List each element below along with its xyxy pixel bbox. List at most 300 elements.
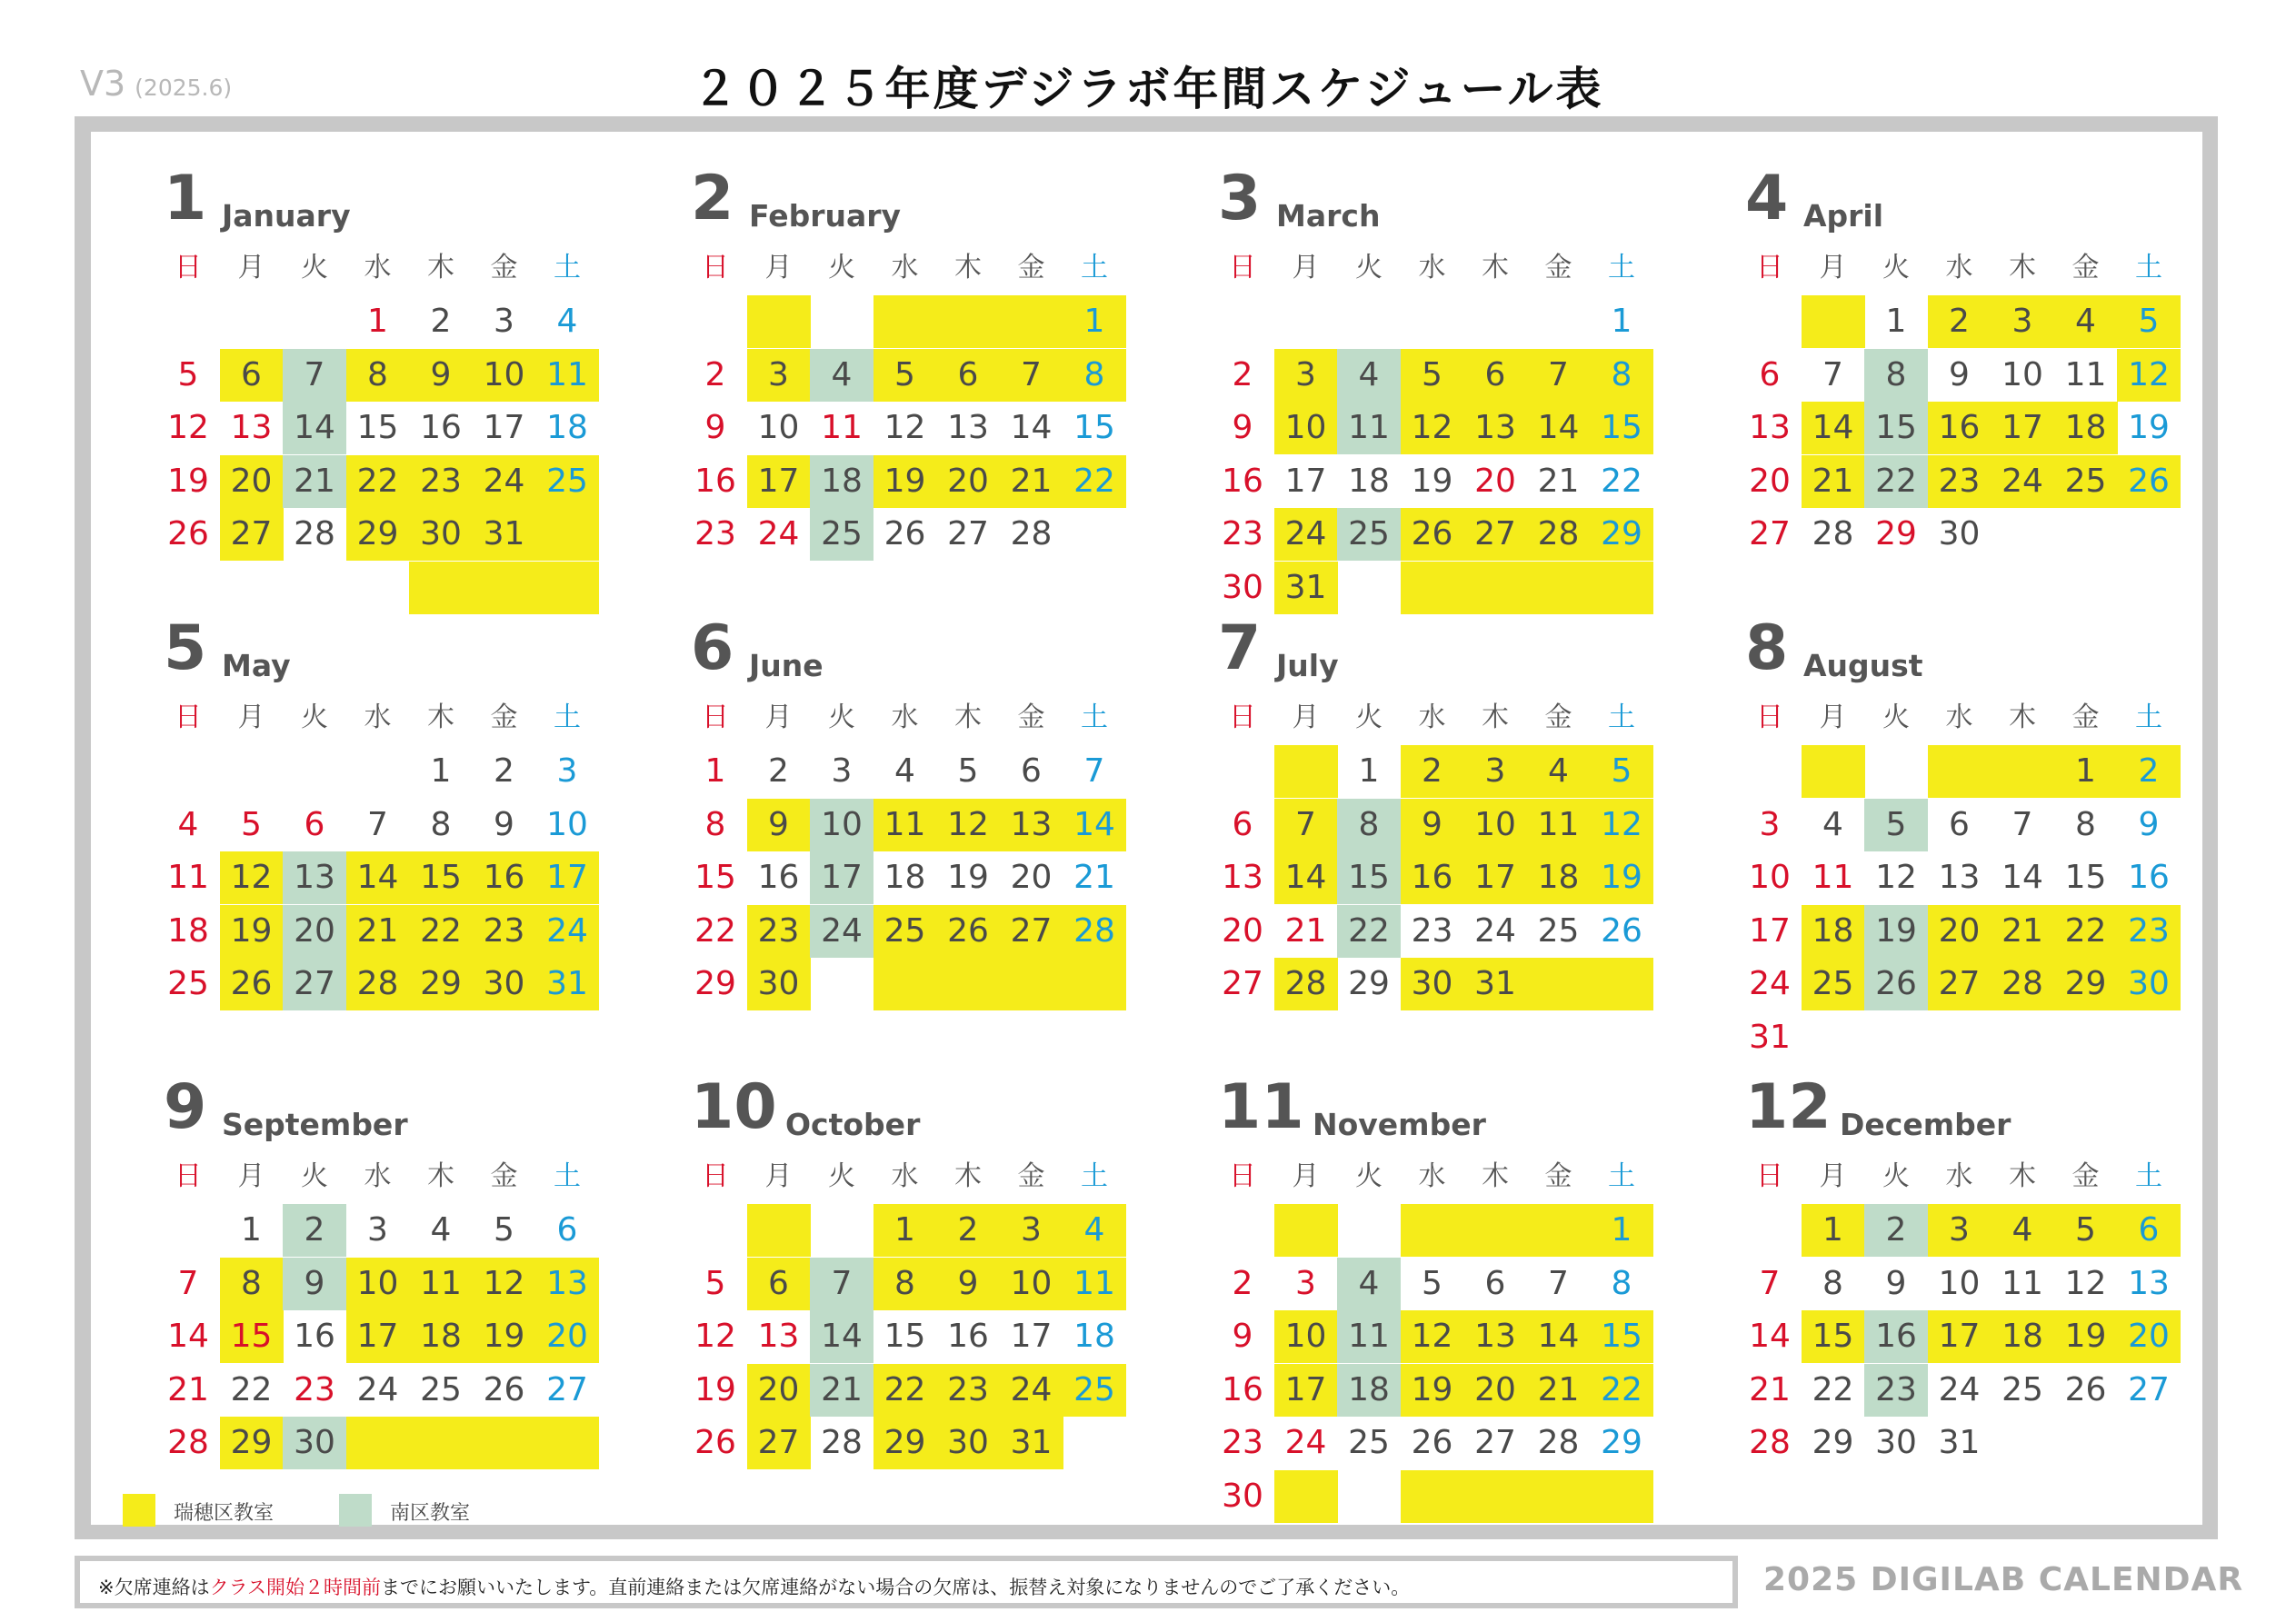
day-cell: 17: [1010, 1318, 1053, 1355]
month-number: 8: [1745, 612, 1789, 684]
day-cell: 8: [220, 1258, 284, 1310]
class-filler-cell: [1463, 1204, 1527, 1257]
day-cell: 19: [167, 462, 209, 500]
weekday-label: 火: [828, 1160, 855, 1192]
day-cell: 25: [167, 965, 209, 1002]
day-cell: 15: [220, 1310, 284, 1363]
weekday-label: 火: [828, 252, 855, 284]
day-cell: 15: [1337, 851, 1401, 904]
month-header: [1745, 163, 2254, 241]
weekday-label: 月: [1819, 1160, 1847, 1192]
weekday-label: 火: [1882, 702, 1910, 733]
day-cell: 27: [1749, 515, 1791, 552]
month-name: February: [749, 198, 902, 234]
day-cell: 5: [957, 752, 979, 790]
day-cell: 5: [873, 349, 937, 402]
weekday-label: 火: [1882, 1160, 1910, 1192]
absence-note: [75, 1556, 1738, 1608]
weekday-label: 土: [1608, 1160, 1635, 1192]
class-filler-cell: [1463, 562, 1527, 614]
day-cell: 21: [810, 1364, 873, 1417]
day-cell: 7: [1548, 1264, 1569, 1302]
day-cell: 23: [2117, 905, 2181, 958]
day-cell: 14: [1527, 1310, 1591, 1363]
day-cell: 11: [1812, 859, 1854, 896]
class-filler-cell: [535, 508, 599, 561]
weekday-label: 土: [2135, 252, 2162, 284]
weekday-label: 金: [1544, 1160, 1572, 1192]
day-cell: 5: [1864, 799, 1928, 851]
month-november: [1218, 1071, 1727, 1549]
day-cell: 13: [1749, 409, 1791, 446]
day-cell: 17: [483, 409, 525, 446]
day-cell: 30: [1875, 1424, 1917, 1461]
day-cell: 6: [556, 1211, 578, 1249]
day-cell: 23: [1928, 455, 1992, 508]
day-cell: 22: [230, 1370, 273, 1408]
day-cell: 16: [1928, 402, 1992, 454]
day-cell: 19: [1411, 462, 1453, 500]
day-cell: 12: [1401, 402, 1464, 454]
weekday-label: 日: [702, 1160, 729, 1192]
day-cell: 27: [283, 958, 346, 1010]
day-cell: 3: [1991, 295, 2054, 348]
weekday-label: 土: [1081, 1160, 1108, 1192]
day-cell: 11: [1063, 1258, 1126, 1310]
day-cell: 5: [1422, 1264, 1442, 1302]
day-cell: 24: [810, 905, 873, 958]
day-cell: 30: [1938, 515, 1981, 552]
day-cell: 22: [346, 455, 410, 508]
day-cell: 16: [947, 1318, 989, 1355]
weekday-label: 日: [1756, 252, 1783, 284]
day-cell: 10: [1938, 1264, 1981, 1302]
weekday-label: 月: [237, 702, 265, 733]
day-cell: 29: [346, 508, 410, 561]
day-cell: 20: [220, 455, 284, 508]
class-filler-cell: [1527, 562, 1591, 614]
day-cell: 21: [167, 1370, 209, 1408]
day-cell: 26: [2064, 1370, 2107, 1408]
day-cell: 9: [936, 1258, 1000, 1310]
day-cell: 2: [936, 1204, 1000, 1257]
day-cell: 19: [473, 1310, 536, 1363]
day-cell: 16: [757, 859, 800, 896]
day-cell: 28: [294, 515, 335, 552]
weekday-label: 火: [1355, 702, 1383, 733]
day-cell: 21: [1073, 859, 1115, 896]
class-filler-cell: [1000, 295, 1063, 348]
class-filler-cell: [936, 295, 1000, 348]
day-cell: 20: [747, 1364, 811, 1417]
day-cell: 2: [704, 355, 726, 393]
day-cell: 14: [1010, 409, 1053, 446]
day-cell: 14: [167, 1318, 209, 1355]
day-cell: 4: [177, 805, 199, 843]
day-cell: 27: [1000, 905, 1063, 958]
weekday-label: 金: [2071, 252, 2100, 284]
day-cell: 5: [1590, 745, 1653, 798]
weekday-label: 月: [237, 1160, 265, 1192]
day-cell: 11: [409, 1258, 473, 1310]
day-cell: 28: [1010, 515, 1053, 552]
day-cell: 4: [556, 303, 578, 340]
month-name: March: [1276, 198, 1381, 234]
month-header: [164, 1071, 673, 1149]
day-cell: 29: [2054, 958, 2118, 1010]
day-cell: 11: [1337, 402, 1401, 454]
day-cell: 22: [1812, 1370, 1854, 1408]
weekday-label: 水: [1945, 252, 1973, 284]
month-july: [1218, 612, 1727, 1090]
weekday-label: 水: [364, 1160, 392, 1192]
day-cell: 7: [2011, 805, 2033, 843]
day-cell: 22: [1864, 455, 1928, 508]
weekday-label: 木: [2009, 702, 2036, 733]
day-cell: 16: [1222, 462, 1263, 500]
day-cell: 9: [1949, 355, 1970, 393]
day-cell: 7: [810, 1258, 873, 1310]
month-header: [1745, 612, 2254, 691]
day-cell: 25: [1802, 958, 1865, 1010]
day-cell: 10: [1463, 799, 1527, 851]
day-cell: 3: [747, 349, 811, 402]
day-cell: 25: [1537, 911, 1580, 950]
day-cell: 5: [1401, 349, 1464, 402]
day-cell: 2: [1232, 355, 1253, 393]
day-cell: 10: [1274, 402, 1338, 454]
day-cell: 17: [747, 455, 811, 508]
day-cell: 21: [346, 905, 410, 958]
day-cell: 15: [356, 409, 399, 446]
day-cell: 17: [346, 1310, 410, 1363]
weekday-label: 火: [301, 1160, 328, 1192]
day-cell: 26: [1601, 911, 1642, 950]
month-name: December: [1840, 1107, 2011, 1142]
month-name: September: [222, 1107, 408, 1142]
day-cell: 6: [1949, 805, 1970, 843]
day-cell: 31: [1749, 1018, 1791, 1056]
day-cell: 22: [1063, 455, 1126, 508]
day-cell: 1: [241, 1211, 262, 1249]
weekday-label: 月: [1819, 252, 1847, 284]
day-cell: 4: [430, 1211, 452, 1249]
day-cell: 31: [1274, 562, 1338, 614]
day-cell: 26: [167, 515, 209, 552]
weekday-label: 月: [1819, 702, 1847, 733]
day-cell: 24: [356, 1370, 399, 1408]
day-cell: 21: [1537, 462, 1580, 500]
day-cell: 14: [346, 851, 410, 904]
day-cell: 26: [1401, 508, 1464, 561]
class-filler-cell: [1527, 1204, 1591, 1257]
day-cell: 21: [1284, 911, 1327, 950]
day-cell: 10: [1000, 1258, 1063, 1310]
day-cell: 7: [367, 805, 388, 843]
day-cell: 3: [1295, 1264, 1316, 1302]
day-cell: 26: [1864, 958, 1928, 1010]
weekday-label: 木: [1482, 252, 1509, 284]
day-cell: 30: [936, 1417, 1000, 1469]
weekday-label: 金: [1544, 252, 1572, 284]
weekday-label: 水: [364, 252, 392, 284]
day-cell: 6: [1463, 349, 1527, 402]
day-cell: 19: [694, 1370, 736, 1408]
day-cell: 8: [2075, 805, 2096, 843]
day-cell: 20: [1222, 911, 1263, 950]
day-cell: 22: [2054, 905, 2118, 958]
day-cell: 18: [167, 911, 209, 950]
day-cell: 8: [704, 805, 726, 843]
day-cell: 15: [883, 1318, 926, 1355]
weekday-label: 木: [2009, 252, 2036, 284]
day-cell: 21: [283, 455, 346, 508]
day-cell: 18: [546, 409, 588, 446]
day-cell: 8: [873, 1258, 937, 1310]
weekday-label: 日: [1229, 252, 1256, 284]
day-cell: 29: [1348, 965, 1390, 1002]
day-cell: 31: [1938, 1424, 1981, 1461]
weekday-label: 月: [1292, 702, 1320, 733]
day-cell: 9: [409, 349, 473, 402]
month-header: [691, 612, 1200, 691]
day-cell: 7: [1274, 799, 1338, 851]
class-filler-cell: [1463, 1470, 1527, 1523]
day-cell: 14: [1274, 851, 1338, 904]
day-cell: 11: [2002, 1264, 2043, 1302]
version-date: (2025.6): [135, 75, 233, 101]
day-cell: 11: [167, 859, 209, 896]
day-cell: 22: [1601, 462, 1642, 500]
class-filler-cell: [409, 562, 473, 614]
day-cell: 15: [1864, 402, 1928, 454]
day-cell: 1: [1611, 303, 1632, 340]
day-cell: 20: [1463, 1364, 1527, 1417]
class-filler-cell: [1590, 958, 1653, 1010]
weekday-label: 水: [1418, 252, 1446, 284]
month-february: [691, 163, 1200, 641]
day-cell: 18: [1991, 1310, 2054, 1363]
weekday-label: 火: [828, 702, 855, 733]
day-cell: 17: [1749, 911, 1791, 950]
weekday-label: 金: [1017, 252, 1045, 284]
day-cell: 13: [1463, 1310, 1527, 1363]
weekday-label: 土: [2135, 1160, 2162, 1192]
day-cell: 22: [873, 1364, 937, 1417]
day-cell: 25: [420, 1370, 462, 1408]
month-number: 6: [691, 612, 734, 684]
weekday-label: 水: [1945, 702, 1973, 733]
weekday-label: 日: [1229, 1160, 1256, 1192]
day-cell: 16: [420, 409, 462, 446]
day-cell: 12: [936, 799, 1000, 851]
month-number: 5: [164, 612, 207, 684]
day-cell: 29: [1601, 1424, 1642, 1461]
legend-swatch-minami: [339, 1494, 372, 1527]
day-cell: 30: [1222, 1477, 1263, 1515]
class-filler-cell: [1000, 958, 1063, 1010]
day-cell: 27: [747, 1417, 811, 1469]
day-cell: 1: [367, 303, 388, 340]
month-may: [164, 612, 673, 1090]
month-name: August: [1803, 648, 1923, 683]
weekday-label: 月: [764, 252, 793, 284]
day-cell: 3: [1000, 1204, 1063, 1257]
day-cell: 3: [1759, 805, 1781, 843]
day-cell: 11: [1527, 799, 1591, 851]
day-cell: 19: [220, 905, 284, 958]
day-cell: 9: [1885, 1264, 1907, 1302]
day-cell: 29: [1590, 508, 1653, 561]
day-cell: 5: [241, 805, 262, 843]
weekday-label: 土: [554, 702, 581, 733]
day-cell: 15: [1590, 1310, 1653, 1363]
day-cell: 29: [1875, 515, 1917, 552]
day-cell: 19: [1590, 851, 1653, 904]
day-cell: 17: [1284, 462, 1327, 500]
day-cell: 26: [694, 1424, 736, 1461]
day-cell: 4: [1991, 1204, 2054, 1257]
day-cell: 6: [747, 1258, 811, 1310]
day-cell: 31: [1000, 1417, 1063, 1469]
weekday-label: 金: [490, 1160, 518, 1192]
day-cell: 15: [1073, 409, 1115, 446]
day-cell: 30: [2117, 958, 2181, 1010]
day-cell: 8: [1063, 349, 1126, 402]
day-cell: 27: [947, 515, 989, 552]
day-cell: 20: [1749, 462, 1791, 500]
day-cell: 11: [821, 409, 863, 446]
month-october: [691, 1071, 1200, 1549]
month-december: [1745, 1071, 2254, 1549]
month-name: May: [222, 648, 291, 683]
day-cell: 16: [1864, 1310, 1928, 1363]
weekday-label: 月: [1292, 1160, 1320, 1192]
day-cell: 1: [704, 752, 726, 790]
day-cell: 6: [2117, 1204, 2181, 1257]
day-cell: 2: [1401, 745, 1464, 798]
weekday-label: 日: [175, 252, 202, 284]
day-cell: 4: [894, 752, 915, 790]
day-cell: 25: [2054, 455, 2118, 508]
month-header: [691, 163, 1200, 241]
weekday-label: 火: [301, 252, 328, 284]
class-filler-cell: [1274, 1204, 1338, 1257]
month-number: 10: [691, 1071, 777, 1143]
day-cell: 12: [1401, 1310, 1464, 1363]
month-header: [164, 163, 673, 241]
legend-swatch-mizuho: [123, 1494, 155, 1527]
day-cell: 23: [936, 1364, 1000, 1417]
day-cell: 24: [1274, 508, 1338, 561]
day-cell: 22: [1337, 905, 1401, 958]
day-cell: 13: [1463, 402, 1527, 454]
month-name: January: [222, 198, 351, 234]
day-cell: 12: [883, 409, 926, 446]
day-cell: 1: [1358, 752, 1380, 790]
day-cell: 28: [1812, 515, 1854, 552]
weekday-label: 月: [1292, 252, 1320, 284]
weekday-label: 日: [175, 702, 202, 733]
weekday-label: 木: [1482, 1160, 1509, 1192]
day-cell: 27: [1474, 1424, 1516, 1461]
day-cell: 17: [535, 851, 599, 904]
weekday-label: 木: [427, 252, 454, 284]
day-cell: 10: [1749, 859, 1791, 896]
weekday-label: 土: [1608, 252, 1635, 284]
day-cell: 7: [1000, 349, 1063, 402]
brand-label: 2025 DIGILAB CALENDAR: [1763, 1561, 2244, 1598]
month-name: October: [785, 1107, 921, 1142]
weekday-label: 土: [1081, 702, 1108, 733]
day-cell: 19: [1401, 1364, 1464, 1417]
day-cell: 26: [883, 515, 926, 552]
page-title: ２０２５年度デジラボ年間スケジュール表: [692, 63, 1604, 115]
day-cell: 23: [747, 905, 811, 958]
day-cell: 2: [2117, 745, 2181, 798]
day-cell: 10: [757, 409, 800, 446]
day-cell: 6: [1232, 805, 1253, 843]
month-header: [1218, 1071, 1727, 1149]
day-cell: 18: [2054, 402, 2118, 454]
note-prefix: ※欠席連絡は: [98, 1577, 210, 1598]
day-cell: 1: [1885, 303, 1907, 340]
day-cell: 29: [409, 958, 473, 1010]
class-filler-cell: [873, 958, 937, 1010]
class-filler-cell: [1590, 562, 1653, 614]
class-filler-cell: [747, 1204, 811, 1257]
month-april: [1745, 163, 2254, 641]
day-cell: 24: [1938, 1370, 1981, 1408]
month-header: [1745, 1071, 2254, 1149]
day-cell: 5: [2054, 1204, 2118, 1257]
day-cell: 16: [294, 1318, 335, 1355]
class-filler-cell: [1527, 958, 1591, 1010]
day-cell: 10: [810, 799, 873, 851]
day-cell: 5: [704, 1264, 726, 1302]
day-cell: 24: [1991, 455, 2054, 508]
day-cell: 28: [167, 1424, 209, 1461]
day-cell: 13: [535, 1258, 599, 1310]
class-filler-cell: [1274, 745, 1338, 798]
month-number: 7: [1218, 612, 1262, 684]
note-highlight: クラス開始２時間前: [209, 1577, 381, 1598]
day-cell: 14: [1527, 402, 1591, 454]
month-name: June: [749, 648, 824, 683]
day-cell: 21: [1527, 1364, 1591, 1417]
day-cell: 25: [1348, 1424, 1390, 1461]
weekday-label: 水: [1945, 1160, 1973, 1192]
day-cell: 25: [2002, 1370, 2043, 1408]
weekday-label: 土: [1608, 702, 1635, 733]
day-cell: 19: [873, 455, 937, 508]
day-cell: 31: [1463, 958, 1527, 1010]
day-cell: 30: [283, 1417, 346, 1469]
day-cell: 15: [1590, 402, 1653, 454]
day-cell: 28: [1749, 1424, 1791, 1461]
month-header: [691, 1071, 1200, 1149]
day-cell: 16: [2128, 859, 2170, 896]
day-cell: 4: [1527, 745, 1591, 798]
day-cell: 5: [494, 1211, 514, 1249]
day-cell: 27: [1928, 958, 1992, 1010]
day-cell: 5: [2117, 295, 2181, 348]
day-cell: 24: [1284, 1424, 1327, 1461]
day-cell: 9: [747, 799, 811, 851]
day-cell: 29: [694, 965, 736, 1002]
weekday-label: 火: [1882, 252, 1910, 284]
month-name: April: [1803, 198, 1884, 234]
